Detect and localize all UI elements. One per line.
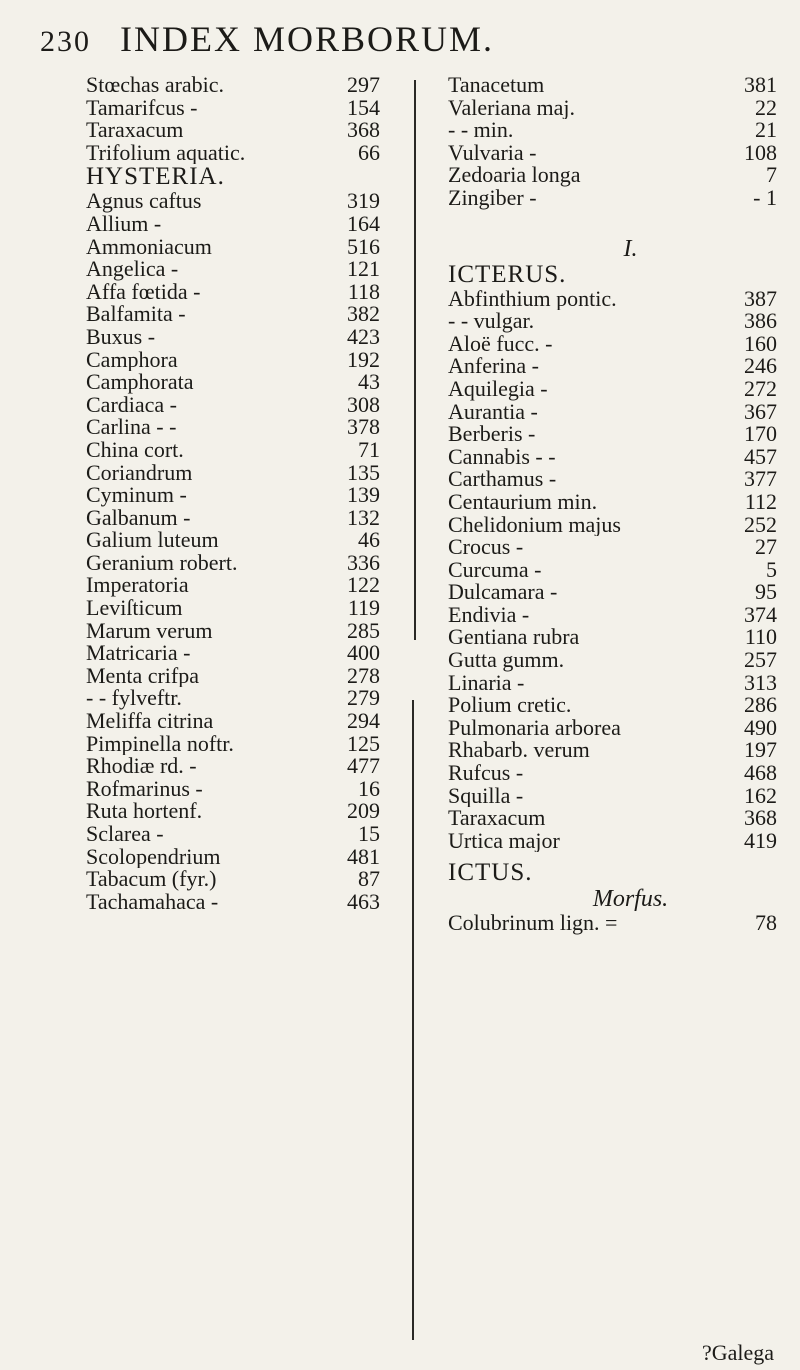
entry-name: Linaria - (448, 671, 525, 695)
entry-name: Meliffa citrina (86, 710, 214, 733)
entry-page-number: 367 (744, 398, 777, 424)
entry-page-number: 463 (347, 888, 380, 914)
entry-page-number: 46 (358, 527, 380, 553)
entry-name: Carthamus - (448, 468, 557, 491)
index-entry (448, 423, 783, 446)
section-subheading-morfus: Morfus. (592, 886, 669, 913)
index-entry (448, 355, 783, 378)
entry-name: Aquilegia - (448, 377, 548, 401)
index-entry (448, 827, 783, 853)
index-entry (448, 139, 783, 165)
entry-name: Rhabarb. verum (448, 739, 590, 763)
hysteria-list (86, 190, 386, 913)
index-entry (86, 888, 386, 914)
entry-page-number: 336 (347, 549, 380, 575)
entry-page-number: 139 (347, 482, 380, 508)
entry-page-number: 481 (347, 843, 380, 869)
index-entry (86, 74, 386, 97)
entry-page-number: 162 (744, 782, 777, 808)
index-entry (86, 574, 386, 597)
entry-name: Endivia - (448, 603, 530, 627)
index-entry (86, 730, 386, 756)
entry-name: Taraxacum (86, 119, 184, 142)
entry-page-number: 377 (744, 466, 777, 492)
entry-name: Anferina - (448, 355, 540, 378)
entry-name: Abfinthium pontic. (448, 287, 617, 311)
index-entry (86, 597, 386, 620)
entry-name: Aurantia - (448, 400, 538, 424)
entry-name: Camphora (86, 348, 178, 372)
index-entry (448, 669, 783, 695)
index-entry (448, 912, 783, 935)
index-entry (86, 800, 386, 823)
entry-page-number: - 1 (753, 184, 777, 210)
index-entry (448, 310, 783, 333)
entry-name: - - fylveftr. (86, 687, 182, 711)
entry-name: Tachamahaca - (86, 890, 219, 914)
entry-name: Ruta hortenf. (86, 800, 203, 823)
entry-page-number: 121 (347, 256, 380, 282)
entry-page-number: 278 (347, 662, 380, 688)
entry-page-number: 419 (744, 827, 777, 853)
entry-name: Colubrinum lign. = (448, 912, 618, 935)
entry-name: Tamarifcus - (86, 96, 198, 120)
entry-name: Menta crifpa (86, 664, 199, 688)
entry-name: Crocus - (448, 536, 524, 559)
index-entry (448, 511, 783, 537)
right-top-list (448, 74, 783, 210)
index-entry (86, 504, 386, 530)
entry-page-number: 272 (744, 375, 777, 401)
index-entry (448, 807, 783, 830)
index-entry (86, 391, 386, 417)
entry-name: - - min. (448, 119, 514, 142)
index-entry (86, 119, 386, 142)
index-entry (86, 323, 386, 349)
index-entry (86, 210, 386, 236)
entry-page-number: 374 (744, 601, 777, 627)
section-heading-hysteria: HYSTERIA. (86, 163, 225, 191)
entry-page-number: 118 (347, 278, 380, 304)
entry-page-number: 386 (744, 308, 777, 334)
entry-page-number: 279 (347, 685, 380, 711)
entry-name: Polium cretic. (448, 694, 572, 717)
entry-page-number: 423 (347, 323, 380, 349)
entry-name: Stœchas arabic. (86, 74, 225, 97)
index-entry (86, 710, 386, 733)
entry-page-number: 516 (347, 233, 380, 259)
entry-name: Ammoniacum (86, 235, 212, 259)
entry-page-number: 257 (744, 647, 777, 673)
entry-page-number: 378 (347, 414, 380, 440)
entry-name: Affa fœtida - (86, 280, 201, 304)
entry-page-number: 5 (766, 556, 777, 582)
entry-name: Camphorata (86, 371, 194, 394)
entry-name: Coriandrum (86, 461, 193, 485)
section-letter: I. (623, 235, 638, 262)
index-entry (86, 371, 386, 394)
index-entry (86, 278, 386, 304)
entry-page-number: 87 (358, 866, 380, 892)
entry-page-number: 22 (755, 94, 777, 120)
entry-page-number: 490 (744, 714, 777, 740)
index-entry (448, 488, 783, 514)
index-entry (86, 94, 386, 120)
page-title: INDEX MORBORUM. (120, 19, 495, 59)
entry-page-number: 154 (347, 94, 380, 120)
entry-page-number: 43 (358, 369, 380, 395)
index-entry (86, 662, 386, 688)
column-divider (414, 80, 416, 640)
index-entry (86, 303, 386, 326)
index-entry (448, 375, 783, 401)
section-heading-icterus: ICTERUS. (448, 260, 567, 288)
entry-name: Chelidonium majus (448, 513, 621, 537)
index-entry (86, 755, 386, 778)
entry-name: Galium luteum (86, 529, 219, 552)
index-entry (448, 536, 783, 559)
index-entry (448, 74, 783, 97)
index-entry (448, 694, 783, 717)
entry-name: Balfamita - (86, 303, 186, 326)
entry-name: Curcuma - (448, 558, 542, 582)
entry-name: Pulmonaria arborea (448, 716, 621, 740)
entry-page-number: 108 (744, 139, 777, 165)
entry-name: Buxus - (86, 325, 156, 349)
entry-name: Rhodiæ rd. - (86, 755, 197, 778)
section-heading-ictus: ICTUS. (448, 859, 533, 887)
index-entry (86, 775, 386, 801)
entry-name: Dulcamara - (448, 581, 558, 604)
index-entry (86, 823, 386, 846)
index-entry (448, 443, 783, 469)
entry-page-number: 382 (347, 301, 380, 327)
entry-name: Gutta gumm. (448, 649, 565, 672)
index-entry (448, 649, 783, 672)
entry-page-number: 21 (755, 117, 777, 143)
entry-name: Zingiber - (448, 186, 537, 210)
entry-page-number: 71 (358, 436, 380, 462)
entry-name: Agnus caftus (86, 190, 202, 213)
index-entry (86, 139, 386, 165)
entry-page-number: 297 (347, 72, 380, 97)
entry-page-number: 313 (744, 669, 777, 695)
entry-page-number: 381 (744, 72, 777, 97)
entry-name: Scolopendrium (86, 845, 221, 869)
entry-page-number: 15 (358, 821, 380, 846)
entry-name: Trifolium aquatic. (86, 141, 246, 165)
entry-name: Gentiana rubra (448, 626, 580, 650)
index-entry (448, 330, 783, 356)
right-column (448, 74, 783, 935)
index-entry (448, 94, 783, 120)
entry-page-number: 122 (347, 572, 380, 598)
entry-page-number: 368 (347, 117, 380, 143)
entry-name: - - vulgar. (448, 310, 535, 333)
entry-page-number: 468 (744, 760, 777, 786)
page-header (40, 18, 780, 66)
index-entry (448, 762, 783, 785)
entry-page-number: 308 (347, 391, 380, 417)
index-entry (86, 843, 386, 869)
index-entry (448, 398, 783, 424)
entry-page-number: 95 (755, 579, 777, 605)
entry-page-number: 119 (347, 595, 380, 621)
entry-page-number: 252 (744, 511, 777, 537)
entry-page-number: 246 (744, 353, 777, 379)
index-entry (448, 119, 783, 142)
entry-name: Rufcus - (448, 762, 524, 785)
entry-name: Urtica major (448, 829, 560, 853)
index-entry (448, 468, 783, 491)
entry-name: Allium - (86, 212, 162, 236)
index-entry (86, 687, 386, 710)
index-entry (448, 714, 783, 740)
entry-page-number: 286 (744, 692, 777, 718)
index-entry (86, 258, 386, 281)
page-number: 230 (40, 25, 91, 58)
entry-name: Taraxacum (448, 807, 546, 830)
index-entry (86, 459, 386, 485)
entry-name: Angelica - (86, 258, 179, 281)
entry-page-number: 160 (744, 330, 777, 356)
entry-name: China cort. (86, 438, 184, 462)
index-entry (448, 782, 783, 808)
index-entry (448, 164, 783, 187)
entry-page-number: 16 (358, 775, 380, 801)
index-entry (86, 190, 386, 213)
index-entry (448, 556, 783, 582)
entry-page-number: 164 (347, 210, 380, 236)
entry-page-number: 387 (744, 285, 777, 311)
entry-name: Centaurium min. (448, 490, 598, 514)
index-entry (448, 626, 783, 649)
entry-name: Vulvaria - (448, 141, 537, 165)
index-entry (86, 617, 386, 643)
entry-page-number: 457 (744, 443, 777, 469)
index-entry (86, 642, 386, 665)
index-entry (86, 868, 386, 891)
index-entry (448, 581, 783, 604)
entry-page-number: 209 (347, 798, 380, 824)
entry-page-number: 110 (744, 624, 777, 650)
left-column (86, 74, 386, 913)
left-top-list (86, 74, 386, 164)
entry-name: Imperatoria (86, 574, 189, 598)
entry-page-number: 368 (744, 805, 777, 831)
index-entry (448, 184, 783, 210)
catchword: ?Galega (701, 1340, 774, 1365)
entry-page-number: 132 (347, 504, 380, 530)
entry-name: Leviſticum (86, 597, 183, 620)
index-entry (86, 529, 386, 552)
entry-page-number: 27 (755, 534, 777, 560)
index-entry (86, 484, 386, 507)
entry-page-number: 294 (347, 708, 380, 734)
index-entry (86, 549, 386, 575)
entry-page-number: 285 (347, 617, 380, 643)
entry-name: Valeriana maj. (448, 96, 576, 120)
index-entry (448, 601, 783, 627)
entry-name: Matricaria - (86, 642, 191, 665)
entry-name: Marum verum (86, 619, 213, 643)
entry-page-number: 319 (347, 188, 380, 214)
entry-page-number: 197 (744, 737, 777, 763)
index-entry (86, 436, 386, 462)
entry-page-number: 112 (744, 488, 777, 514)
entry-name: Carlina - - (86, 416, 177, 439)
entry-name: Tanacetum (448, 74, 545, 97)
entry-name: Geranium robert. (86, 551, 238, 575)
entry-page-number: 125 (347, 730, 380, 756)
entry-name: Rofmarinus - (86, 777, 203, 801)
entry-page-number: 170 (744, 421, 777, 447)
entry-name: Cannabis - - (448, 445, 556, 469)
entry-page-number: 400 (347, 640, 380, 666)
icterus-list (448, 285, 783, 853)
entry-name: Cardiaca - (86, 393, 177, 417)
entry-page-number: 78 (755, 910, 777, 936)
entry-name: Tabacum (fyr.) (86, 868, 217, 891)
entry-name: Sclarea - (86, 823, 164, 846)
entry-page-number: 7 (766, 162, 777, 188)
entry-name: Aloë fucc. - (448, 332, 553, 356)
entry-page-number: 135 (347, 459, 380, 485)
entry-page-number: 477 (347, 753, 380, 779)
index-entry (448, 739, 783, 762)
index-entry (448, 285, 783, 311)
ictus-list (448, 912, 783, 935)
index-entry (86, 346, 386, 372)
index-entry (86, 416, 386, 439)
entry-name: Berberis - (448, 423, 536, 446)
entry-name: Zedoaria longa (448, 164, 581, 187)
entry-name: Squilla - (448, 784, 524, 808)
entry-name: Cyminum - (86, 484, 187, 507)
entry-page-number: 66 (358, 139, 380, 165)
column-divider-lower (412, 700, 414, 1340)
entry-name: Galbanum - (86, 506, 191, 530)
entry-page-number: 192 (347, 346, 380, 372)
entry-name: Pimpinella noftr. (86, 732, 234, 756)
index-entry (86, 233, 386, 259)
